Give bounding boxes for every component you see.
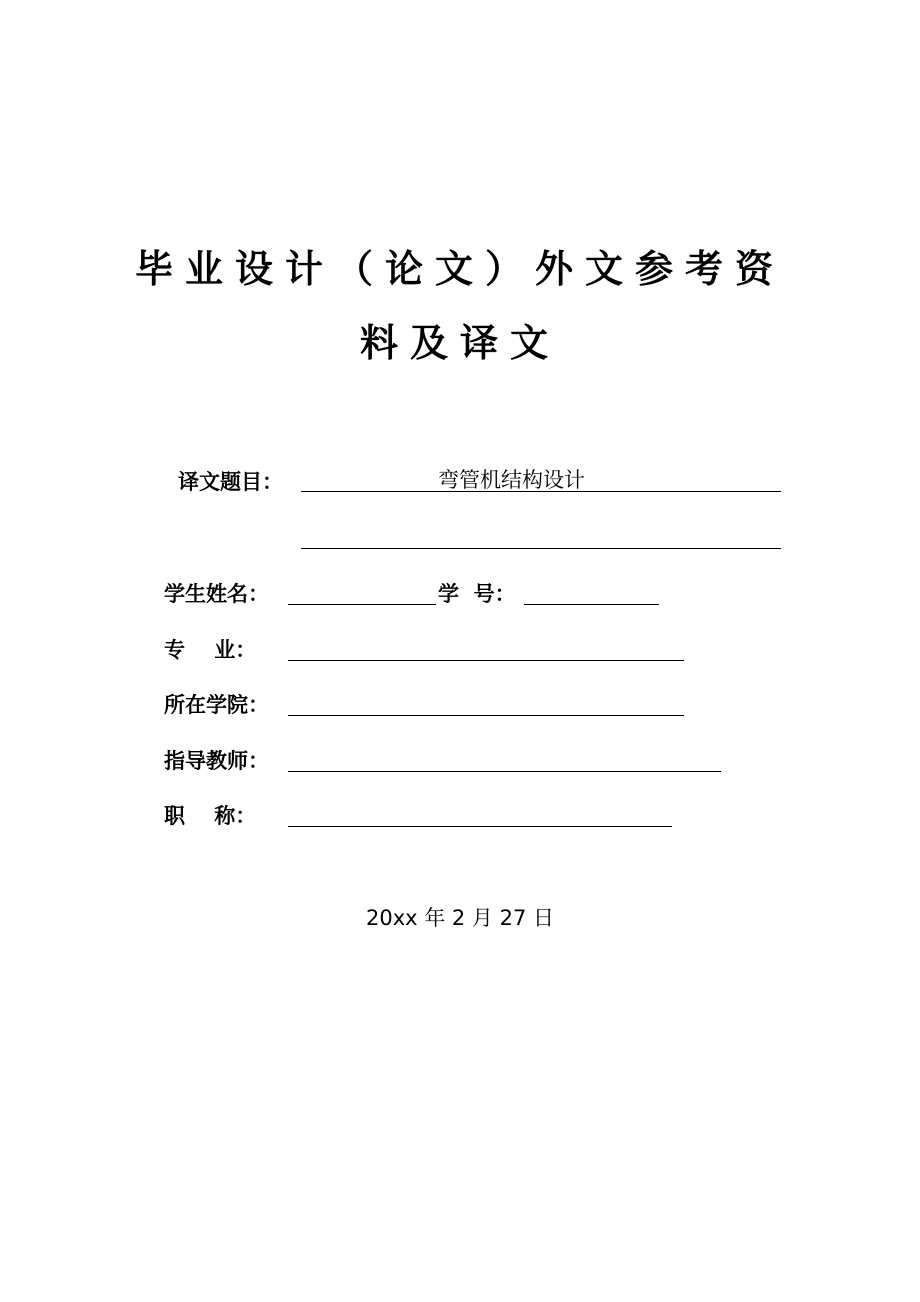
major-underline [288,660,684,661]
page-title-line-2: 料及译文 [359,321,560,365]
professional-title-underline [288,826,672,827]
page-title-line-1: 毕业设计（论文）外文参考资 [134,247,785,291]
college-label: 所在学院： [164,693,269,717]
student-id-label: 学 号： [438,582,516,606]
advisor-label: 指导教师： [164,749,269,773]
professional-title-label: 职 称： [164,804,257,828]
major-label: 专 业： [164,638,257,662]
college-underline [288,715,684,716]
topic-value: 弯管机结构设计 [438,468,585,492]
student-name-underline [288,604,436,605]
date-text: 20xx 年 2 月 27 日 [365,906,555,930]
student-id-underline [524,604,659,605]
topic-label: 译文题目： [178,470,283,494]
topic-underline-2 [301,548,781,549]
advisor-underline [288,771,721,772]
student-name-label: 学生姓名： [164,582,269,606]
